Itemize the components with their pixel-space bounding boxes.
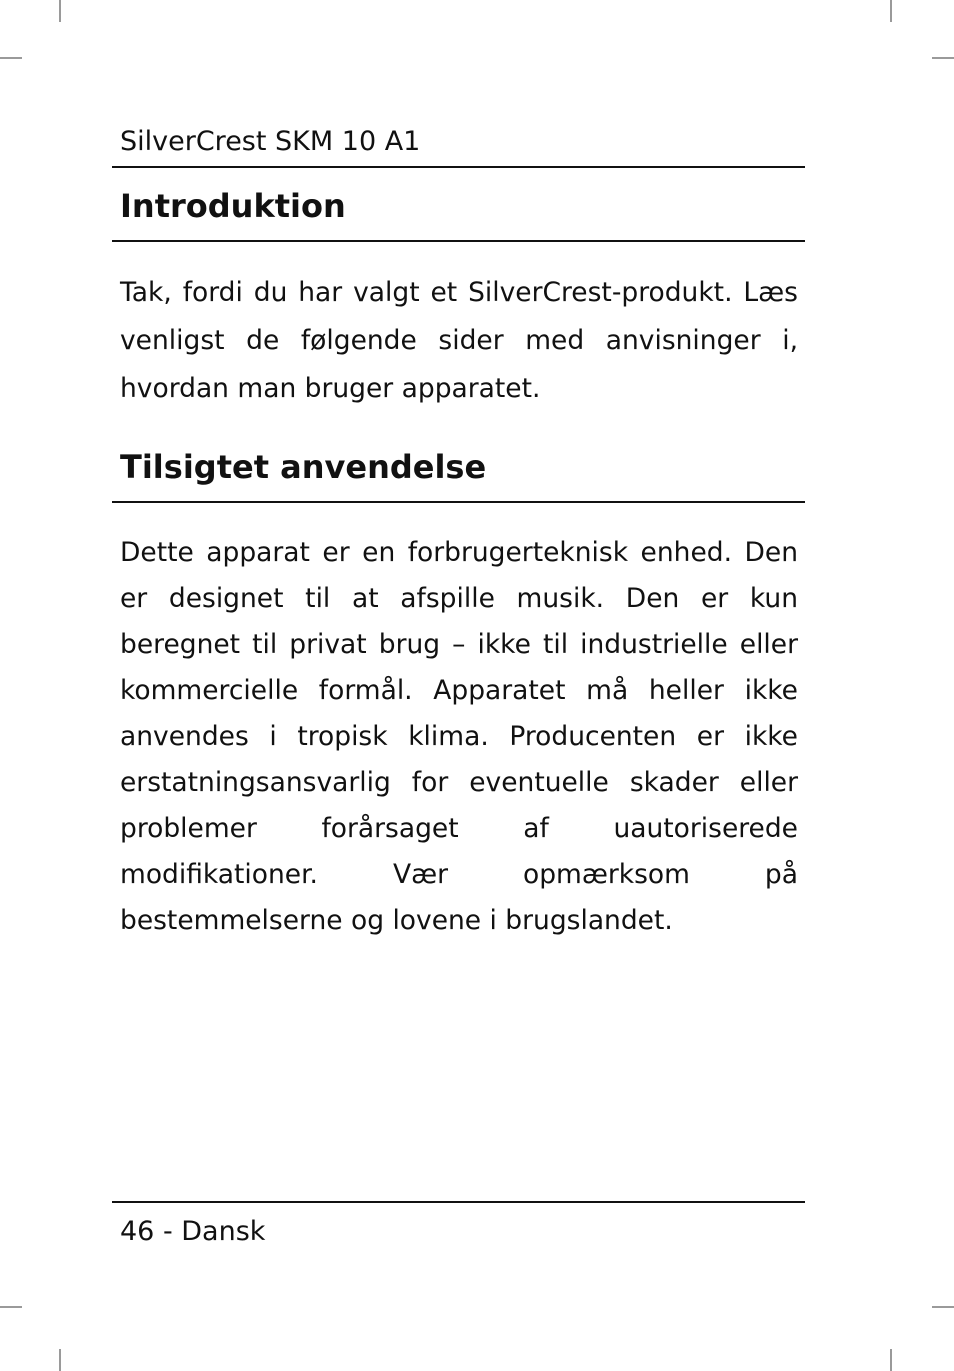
footer-divider xyxy=(112,1201,805,1203)
page-number-label: 46 - Dansk xyxy=(120,1216,266,1247)
section-divider xyxy=(112,240,805,242)
section-heading-tilsigtet-anvendelse: Tilsigtet anvendelse xyxy=(120,448,487,486)
crop-mark-bottom-right-horizontal xyxy=(932,1306,954,1308)
crop-mark-top-left-horizontal xyxy=(0,57,22,59)
section-body-introduktion: Tak, fordi du har valgt et SilverCrest-produkt. Læs venligst de følgende sider med anvisninger i, hvordan man bruger apparatet. xyxy=(120,277,798,404)
section-body-tilsigtet-anvendelse: Dette apparat er en forbrugerteknisk enhed. Den er designet til at afspille musik. Den er kun beregnet til privat brug – ikke til industrielle eller kommercielle formål. Apparatet må heller ikke anvendes i tropisk klima. Producenten er ikke erstatningsansvarlig for eventuelle skader eller problemer forårsaget af uautoriserede modifikationer. Vær opmærksom på bestemmelserne og lovene i brugslandet. xyxy=(120,537,798,936)
crop-mark-bottom-right-vertical xyxy=(890,1349,892,1371)
crop-mark-bottom-left-vertical xyxy=(59,1349,61,1371)
crop-mark-top-left-vertical xyxy=(59,0,61,22)
running-header-title: SilverCrest SKM 10 A1 xyxy=(120,126,421,157)
header-divider xyxy=(112,166,805,168)
section-divider xyxy=(112,501,805,503)
crop-mark-top-right-horizontal xyxy=(932,57,954,59)
crop-mark-top-right-vertical xyxy=(890,0,892,22)
section-heading-introduktion: Introduktion xyxy=(120,187,346,225)
crop-mark-bottom-left-horizontal xyxy=(0,1306,22,1308)
